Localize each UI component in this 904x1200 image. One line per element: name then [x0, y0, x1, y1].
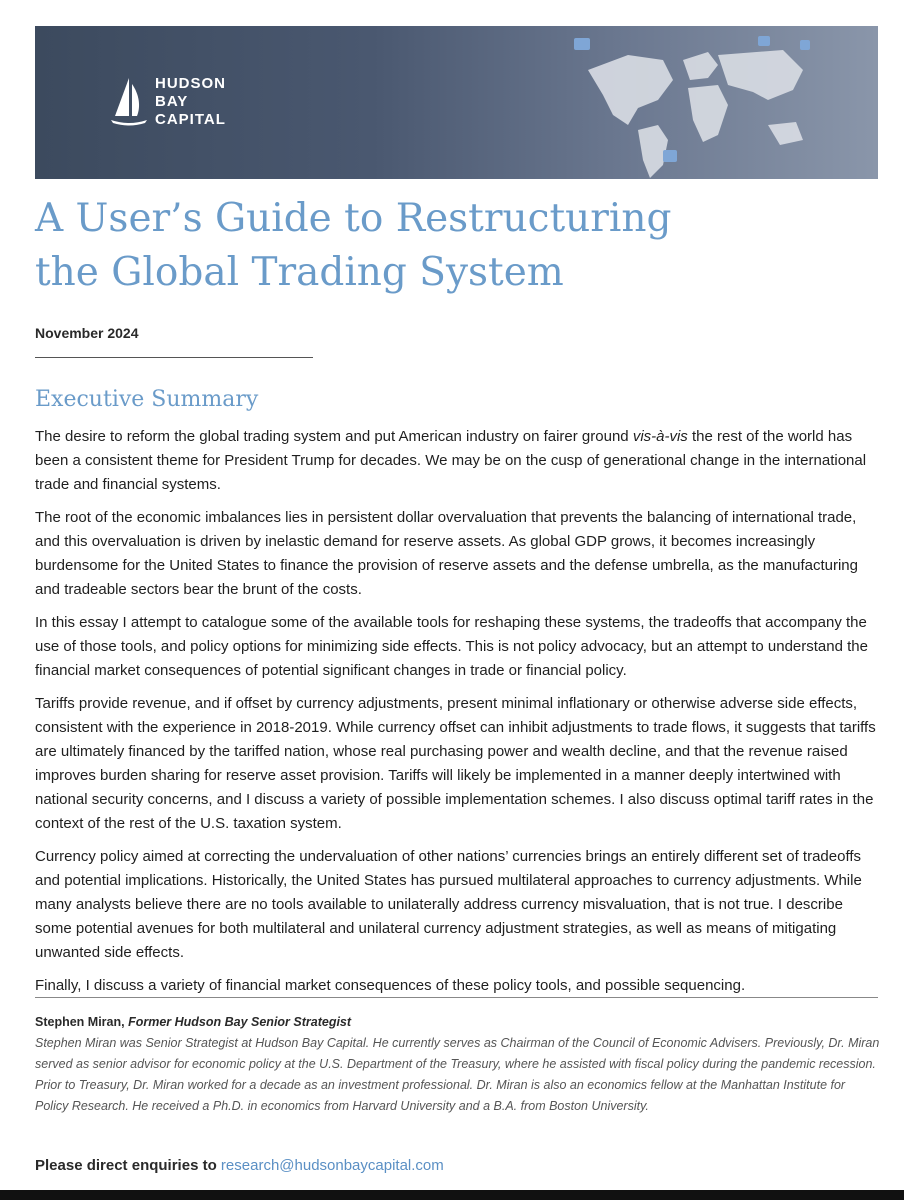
summary-paragraph	[35, 425, 880, 497]
logo-line: HUDSON	[155, 75, 227, 92]
enquiries-label: Please direct enquiries to	[35, 1157, 217, 1174]
summary-paragraph: Finally, I discuss a variety of financial market consequences of these policy tools, and possible sequencing.	[35, 977, 746, 994]
paragraph-text: The desire to reform the global trading system and put American industry on fairer ground	[35, 428, 633, 445]
author-role: Former Hudson Bay Senior Strategist	[128, 1015, 352, 1029]
divider	[35, 357, 313, 358]
world-puzzle-map-icon	[568, 30, 818, 179]
summary-paragraph: Currency policy aimed at correcting the undervaluation of other nations’ currencies brings an entirely different set of tradeoffs and potential implications. Historically, the United States has pursued multilateral approaches to currency adjustments. While many analysts believe there are no tools available to unilaterally address currency misvaluation, that is not true. I describe some potential avenues for both multilateral and unilateral currency adjustment strategies, as well as means of mitigating unwanted side effects.	[35, 848, 862, 961]
title-line: A User’s Guide to Restructuring	[35, 196, 672, 241]
summary-paragraph: The root of the economic imbalances lies in persistent dollar overvaluation that prevents the balancing of international trade, and this overvaluation is driven by inelastic demand for reserve assets. As global GDP grows, it becomes increasingly burdensome for the United States to finance the provision of reserve assets and the defense umbrella, as the manufacturing and tradeable sectors bear the brunt of the costs.	[35, 509, 858, 598]
sailboat-icon	[109, 76, 149, 128]
header-banner	[35, 26, 878, 179]
summary-paragraph: In this essay I attempt to catalogue some of the available tools for reshaping these systems, the tradeoffs that accompany the use of those tools, and policy options for minimizing side effects. This is not policy advocacy, but an attempt to understand the financial market consequences of potential significant changes in trade or financial policy.	[35, 614, 868, 679]
divider	[35, 997, 878, 998]
paragraph-text: the rest of the world has been a consistent theme for President Trump for decades. We may be on the cusp of generational change in the international trade and financial systems.	[35, 428, 867, 493]
logo-line: CAPITAL	[155, 111, 226, 128]
logo-line: BAY	[155, 93, 189, 110]
contact-email-link[interactable]: research@hudsonbaycapital.com	[220, 1157, 444, 1174]
author-bio: Stephen Miran was Senior Strategist at Hudson Bay Capital. He currently serves as Chairman of the Council of Economic Advisers. Previously, Dr. Miran served as senior advisor for economic policy at the U.S. Department of the Treasury, where he assisted with fiscal policy during the pandemic recession. Prior to Treasury, Dr. Miran worked for a decade as an investment professional. Dr. Miran is also an economics fellow at the Manhattan Institute for Policy Research. He received a Ph.D. in economics from Harvard University and a B.A. from Boston University.	[35, 1036, 880, 1113]
summary-paragraph: Tariffs provide revenue, and if offset by currency adjustments, present minimal inflationary or otherwise adverse side effects, consistent with the experience in 2018-2019. While currency offset can inhibit adjustments to trade flows, it suggests that tariffs are ultimately financed by the tariffed nation, whose real purchasing power and wealth decline, and that the revenue raised improves burden sharing for reserve asset provision. Tariffs will likely be implemented in a manner deeply intertwined with national security concerns, and I discuss a variety of possible implementation schemes. I also discuss optimal tariff rates in the context of the rest of the U.S. taxation system.	[35, 695, 876, 832]
title-line: the Global Trading System	[35, 250, 564, 295]
bottom-bar	[0, 1190, 904, 1200]
author-name: Stephen Miran,	[35, 1015, 125, 1029]
publication-date: November 2024	[35, 325, 139, 341]
emphasis-text: vis-à-vis	[632, 428, 688, 445]
section-heading: Executive Summary	[35, 387, 259, 412]
summary-body	[35, 425, 880, 1007]
author-heading	[35, 1012, 880, 1033]
hudson-bay-logo	[109, 75, 226, 129]
document-title	[35, 192, 875, 300]
author-block	[35, 1012, 880, 1117]
enquiries-line	[35, 1157, 444, 1174]
logo-text	[155, 75, 226, 129]
